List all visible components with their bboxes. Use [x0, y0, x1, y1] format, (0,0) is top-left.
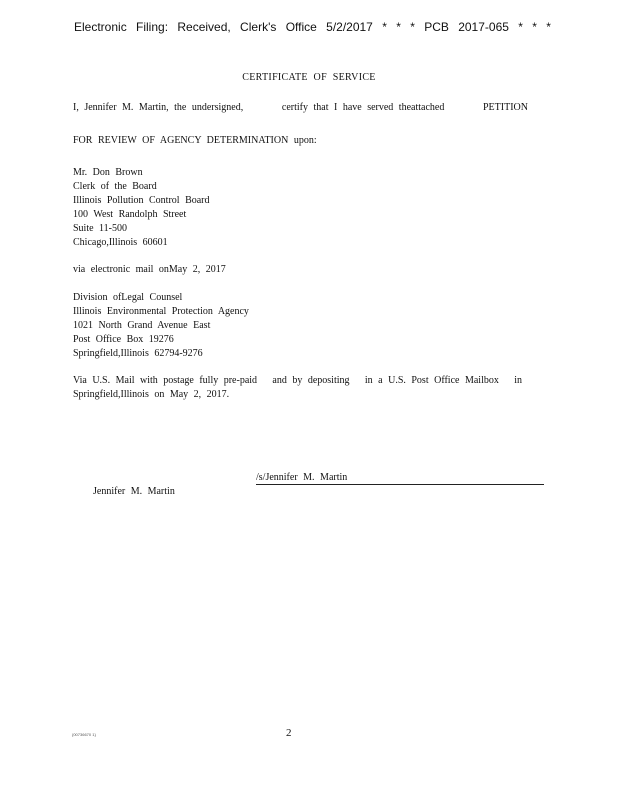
address-line: Illinois Pollution Control Board: [73, 195, 210, 206]
address-line: Post Office Box 19276: [73, 334, 174, 345]
mail-part-2: and by depositing: [272, 375, 350, 386]
recipient-agency-address: [73, 291, 249, 361]
address-line: Suite 11-500: [73, 223, 128, 234]
intro-part-3: PETITION: [482, 102, 528, 113]
mail-part-3: in a U.S. Post Office Mailbox: [364, 375, 499, 386]
intro-part-1: I, Jennifer M. Martin, the undersigned,: [73, 102, 244, 113]
address-line: 1021 North Grand Avenue East: [73, 320, 211, 331]
mail-part-1: Via U.S. Mail with postage fully pre-paid: [73, 375, 258, 386]
service-method-email: via electronic mail onMay 2, 2017: [73, 264, 226, 275]
service-method-mail-line-1: [73, 375, 522, 386]
signature-text: /s/Jennifer M. Martin: [256, 472, 348, 483]
signature-line: [256, 472, 544, 485]
address-line: Illinois Environmental Protection Agency: [73, 306, 249, 317]
address-line: Mr. Don Brown: [73, 167, 143, 178]
address-line: Chicago,Illinois 60601: [73, 237, 168, 248]
signer-name: Jennifer M. Martin: [93, 486, 175, 497]
address-line: Division ofLegal Counsel: [73, 292, 183, 303]
service-method-mail-line-2: Springfield,Illinois on May 2, 2017.: [73, 389, 230, 400]
electronic-filing-header: Electronic Filing: Received, Clerk's Office 5/2/2017 * * * PCB 2017-065 * * *: [74, 20, 551, 34]
recipient-board-address: [73, 166, 210, 250]
intro-line-1: [73, 102, 528, 113]
document-code: {00736670 1}: [72, 732, 96, 737]
intro-part-2: certify that I have served theattached: [281, 102, 445, 113]
intro-line-2: FOR REVIEW OF AGENCY DETERMINATION upon:: [73, 135, 317, 146]
address-line: Springfield,Illinois 62794-9276: [73, 348, 203, 359]
mail-part-4: in: [514, 375, 522, 386]
certificate-title: CERTIFICATE OF SERVICE: [242, 72, 376, 83]
address-line: 100 West Randolph Street: [73, 209, 187, 220]
address-line: Clerk of the Board: [73, 181, 157, 192]
page-number: 2: [286, 727, 292, 739]
